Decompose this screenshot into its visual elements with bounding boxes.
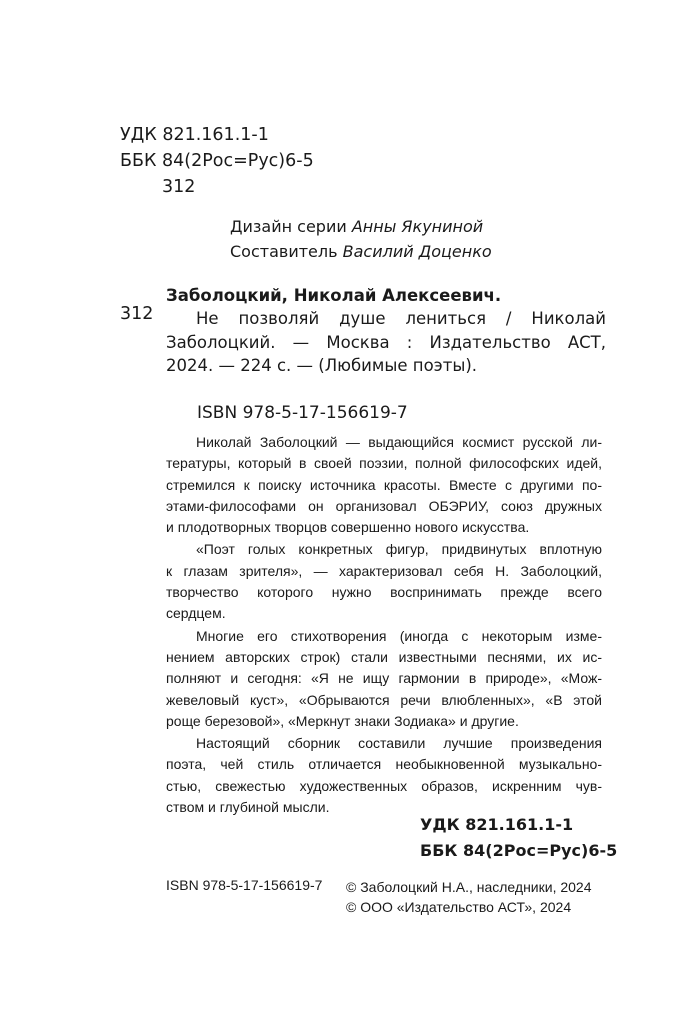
isbn-main: ISBN 978-5-17-156619-7 [197, 403, 408, 423]
annotation-paragraph [166, 626, 602, 732]
annotation-paragraph [166, 432, 602, 538]
record-line-1: Не позволяй душе лениться / Николай [196, 309, 606, 328]
bbk-code-bottom: ББК 84(2Рос=Рус)6-5 [420, 841, 618, 860]
copyright-heirs: © Заболоцкий Н.А., наследники, 2024 [346, 879, 592, 895]
author-heading: Заболоцкий, Николай Алексеевич. [166, 286, 502, 305]
udk-code-bottom: УДК 821.161.1-1 [420, 815, 574, 834]
design-label: Дизайн серии [230, 217, 347, 236]
annotation [166, 432, 602, 819]
text-line: полняют и сегодня: «Я не ищу гармонии в природе», «Мож- [166, 670, 602, 687]
classification-block [120, 122, 314, 200]
record-index: 312 [120, 304, 154, 324]
isbn-bottom: ISBN 978-5-17-156619-7 [166, 877, 323, 893]
annotation-paragraph [166, 733, 602, 818]
text-line: жевеловый куст», «Обрываются речи влюбленных», «В этой [166, 691, 602, 708]
compiler-credit [230, 239, 492, 264]
text-line: «Поэт голых конкретных фигур, придвинутых вплотную [196, 541, 602, 558]
text-line: ством и глубиной мысли. [166, 799, 330, 816]
text-line: и плодотворных творцов совершенно нового искусства. [166, 519, 530, 536]
compiler-label: Составитель [230, 242, 338, 261]
udk-code: УДК 821.161.1-1 [120, 125, 269, 145]
copyright-publisher: © ООО «Издательство АСТ», 2024 [346, 899, 572, 915]
bibliographic-record [166, 307, 606, 378]
text-line: стью, свежестью художественных образов, искренним чув- [166, 777, 602, 794]
text-line: стремился к поиску источника красоты. Вместе с другими по- [166, 476, 602, 493]
text-line: Многие его стихотворения (иногда с некоторым изме- [196, 627, 602, 644]
text-line: нением авторских строк) стали известными песнями, их ис- [166, 648, 602, 665]
annotation-paragraph [166, 539, 602, 624]
design-name: Анны Якуниной [351, 217, 484, 236]
bbk-code: ББК 84(2Рос=Рус)6-5 [120, 151, 314, 171]
text-line: Николай Заболоцкий — выдающийся космист русской ли- [196, 434, 602, 450]
text-line: этами-философами он организовал ОБЭРИУ, союз дружных [166, 497, 602, 514]
text-line: поэта, чей стиль отличается необыкновенной музыкально- [166, 756, 602, 773]
text-line: сердцем. [166, 605, 226, 622]
author-mark: 312 [162, 177, 196, 197]
compiler-name: Василий Доценко [342, 242, 492, 261]
record-line-3: 2024. — 224 с. — (Любимые поэты). [166, 356, 478, 375]
text-line: творчество которого нужно воспринимать прежде всего [166, 584, 602, 601]
record-line-2: Заболоцкий. — Москва : Издательство АСТ, [166, 332, 606, 352]
text-line: роще березовой», «Меркнут знаки Зодиака» и другие. [166, 712, 519, 729]
credits-block [230, 214, 492, 264]
text-line: к глазам зрителя», — характеризовал себя Н. Заболоцкий, [166, 562, 602, 579]
bottom-classification [420, 812, 617, 864]
copyright-block [346, 877, 592, 917]
text-line: Настоящий сборник составили лучшие произведения [196, 735, 602, 752]
text-line: тературы, который в своей поэзии, полной философских идей, [166, 455, 602, 472]
design-credit [230, 214, 492, 239]
